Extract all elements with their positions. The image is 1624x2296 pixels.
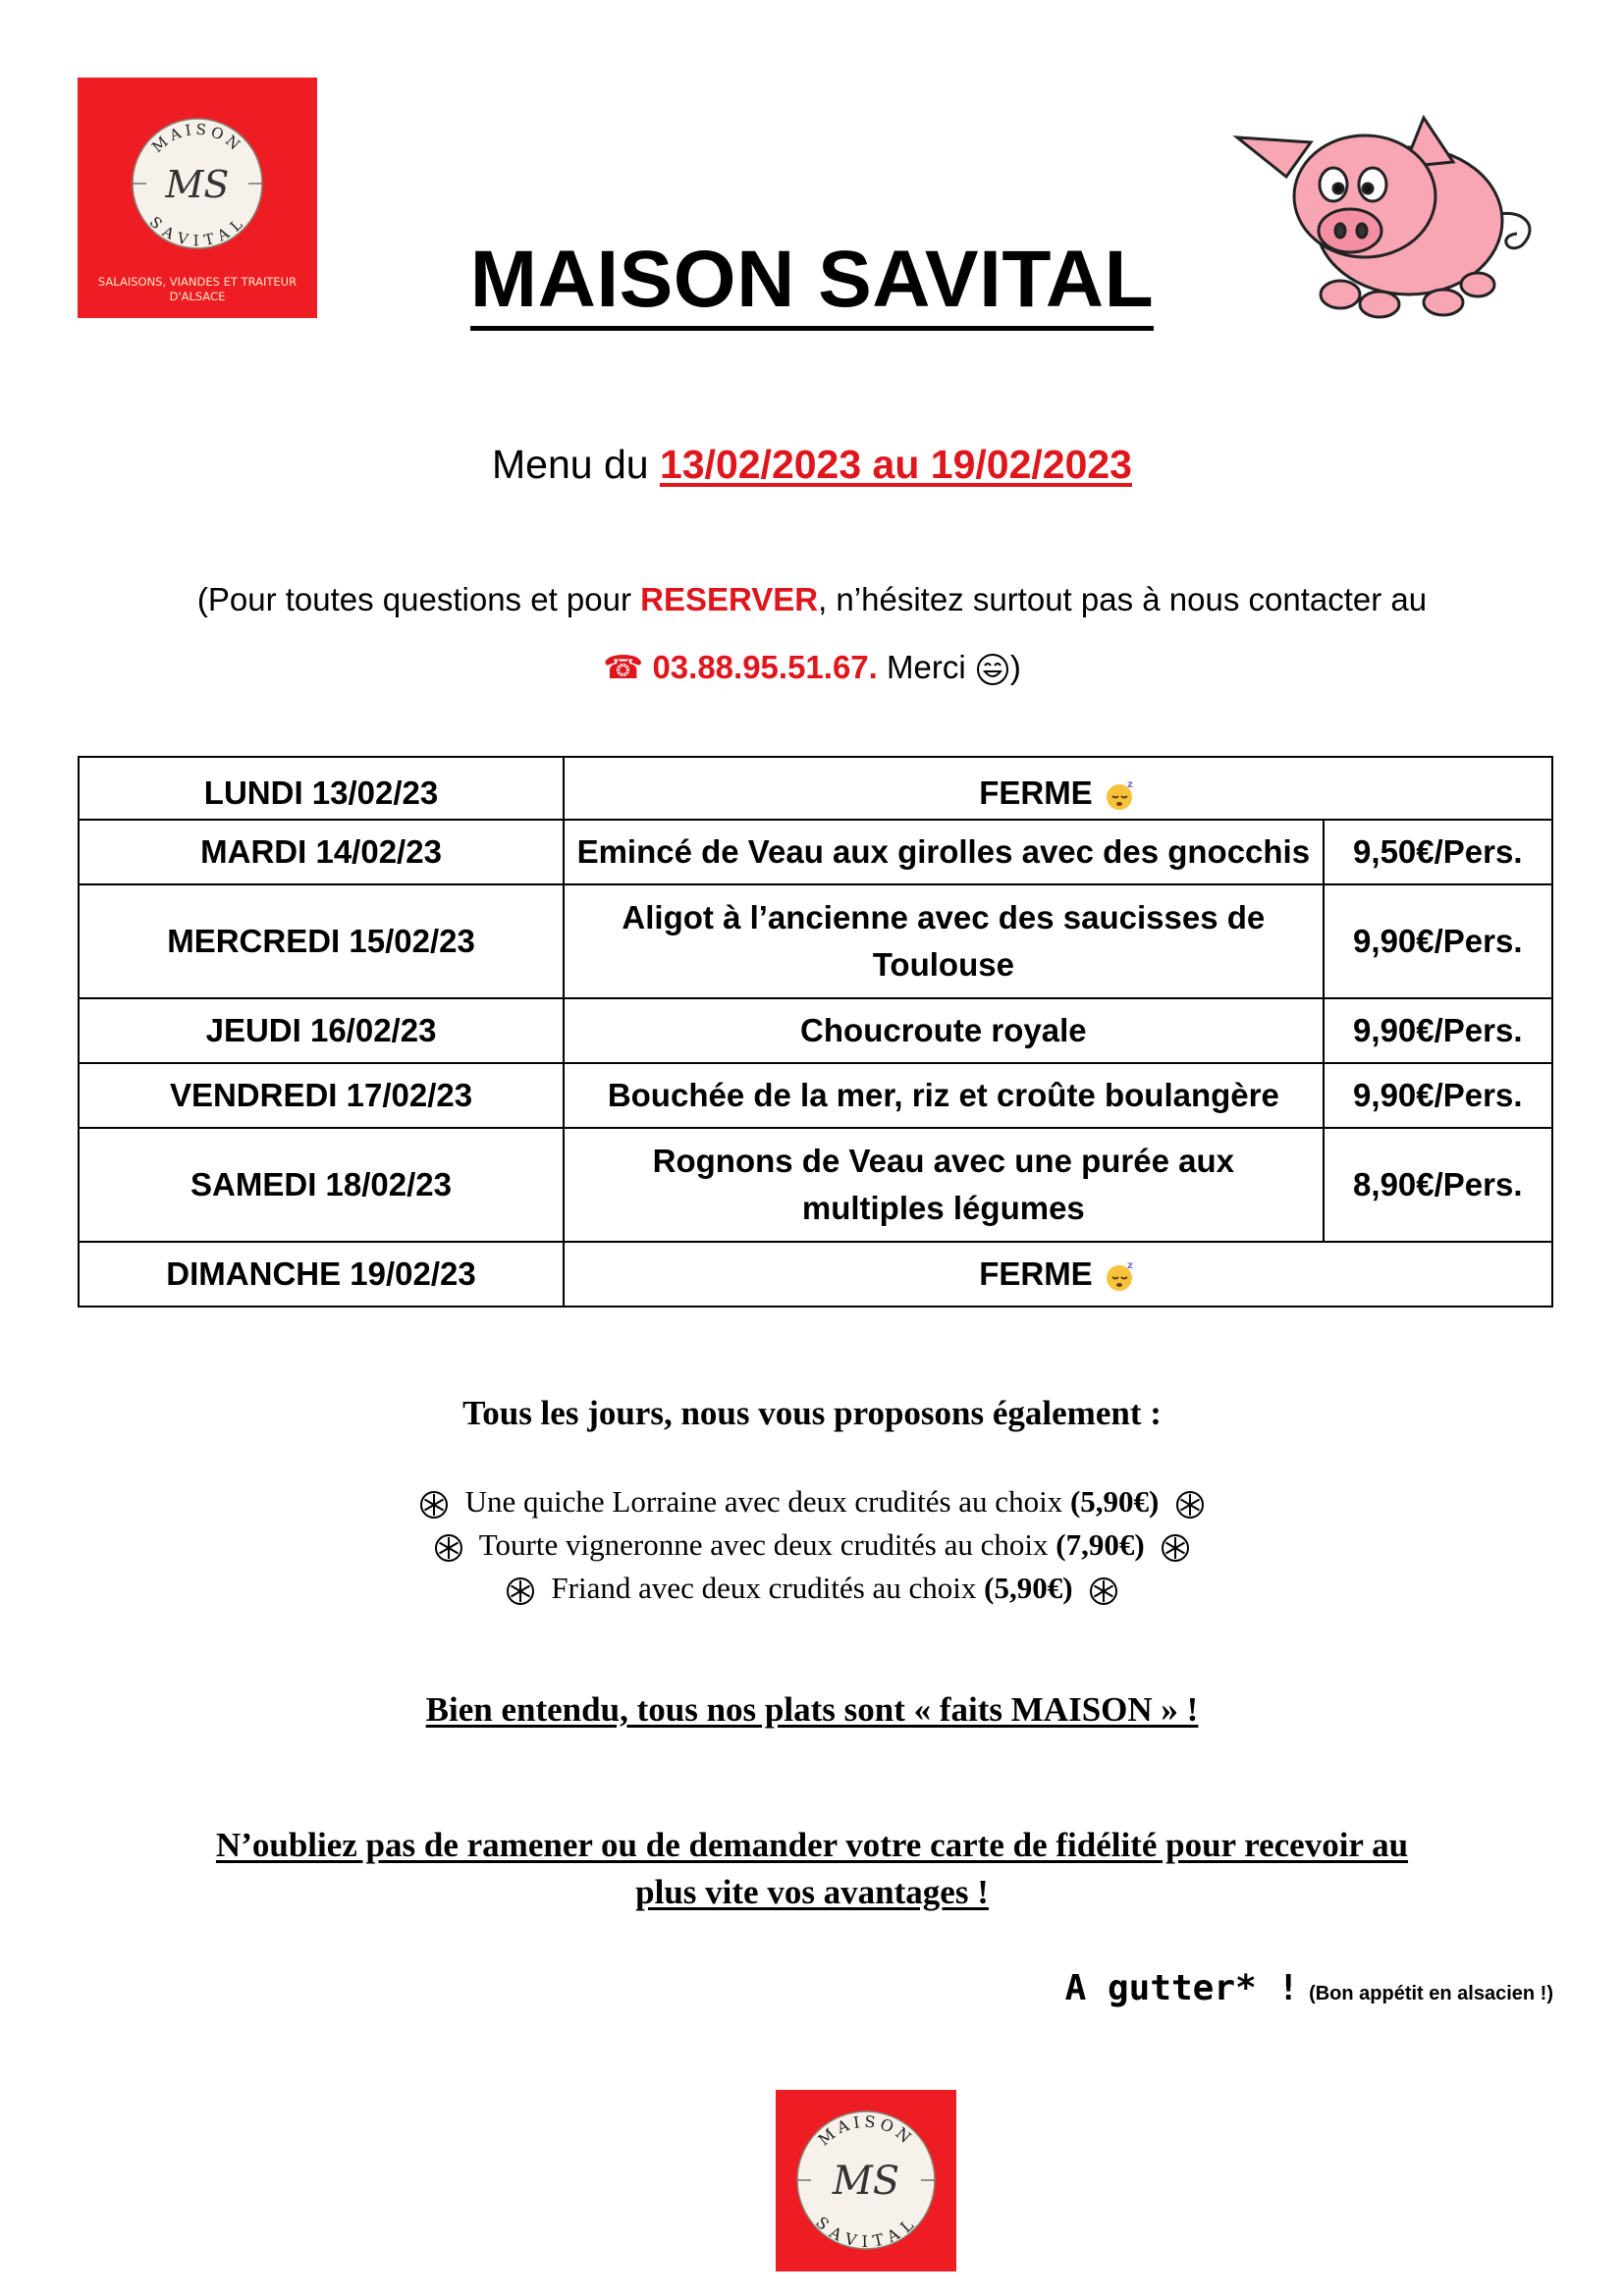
- price-cell: 8,90€/Pers.: [1324, 1128, 1552, 1242]
- day-cell: DIMANCHE 19/02/23: [79, 1242, 564, 1307]
- smiley-icon: [975, 652, 1010, 687]
- logo-top-text: MAISON: [148, 120, 246, 157]
- offer-text: Une quiche Lorraine avec deux crudités au choix: [464, 1484, 1070, 1519]
- svg-text:z: z: [1126, 1260, 1133, 1272]
- maison-savital-logo: [776, 2090, 956, 2271]
- price-cell: 9,90€/Pers.: [1324, 884, 1552, 998]
- day-cell: MARDI 14/02/23: [79, 820, 564, 884]
- price-cell: 9,90€/Pers.: [1324, 1063, 1552, 1128]
- page-title: [0, 234, 1624, 326]
- table-row: [79, 757, 1552, 820]
- closed-label: FERME: [979, 1255, 1093, 1292]
- logo-bottom-text: SAVITAL: [145, 212, 249, 250]
- signoff-note: (Bon appétit en alsacien !): [1309, 1983, 1553, 2004]
- day-cell: LUNDI 13/02/23: [79, 757, 564, 820]
- title-text: MAISON SAVITAL: [470, 235, 1154, 331]
- logo-monogram: MS: [832, 2159, 900, 2204]
- logo-tagline-1: SALAISONS, VIANDES ET TRAITEUR: [97, 275, 298, 289]
- contact-text-b: , n’hésitez surtout pas à nous contacter au: [818, 581, 1428, 617]
- snowflake-icon: [505, 1575, 536, 1607]
- menu-period: [0, 442, 1624, 488]
- snowflake-icon: [418, 1489, 450, 1521]
- snowflake-icon: [1088, 1575, 1119, 1607]
- snowflake-icon: [1174, 1489, 1206, 1521]
- daily-offer-item: [0, 1484, 1624, 1521]
- logo-top-text: MAISON: [814, 2111, 918, 2150]
- offer-price: (7,90€): [1056, 1527, 1145, 1562]
- menu-period-range: 13/02/2023 au 19/02/2023: [659, 442, 1132, 487]
- svg-text:z: z: [1126, 779, 1133, 791]
- reserve-label: RESERVER: [640, 581, 819, 617]
- signoff-main: A gutter* !: [1064, 1968, 1300, 2008]
- logo-tagline-2: D'ALSACE: [169, 290, 226, 303]
- snowflake-icon: [433, 1532, 464, 1564]
- offer-text: Tourte vigneronne avec deux crudités au choix: [478, 1527, 1056, 1562]
- homemade-notice: Bien entendu, tous nos plats sont « faits MAISON » !: [425, 1690, 1199, 1729]
- loyalty-notice: [0, 1822, 1624, 1916]
- day-cell: JEUDI 16/02/23: [79, 998, 564, 1063]
- table-row: [79, 998, 1552, 1063]
- logo-bottom-text: SAVITAL: [812, 2213, 920, 2252]
- contact-line-1: [0, 581, 1624, 618]
- dish-line: multiples légumes: [801, 1190, 1085, 1226]
- day-cell: SAMEDI 18/02/23: [79, 1128, 564, 1242]
- snowflake-icon: [1160, 1532, 1191, 1564]
- offer-price: (5,90€): [1069, 1484, 1160, 1519]
- menu-period-prefix: Menu du: [492, 442, 660, 487]
- dish-line: Toulouse: [872, 946, 1014, 983]
- closed-cell: [564, 1242, 1552, 1307]
- dish-cell: Bouchée de la mer, riz et croûte boulangère: [564, 1063, 1324, 1128]
- sleepy-face-icon: [1102, 777, 1137, 813]
- table-row: [79, 1063, 1552, 1128]
- sleepy-face-icon: [1102, 1258, 1137, 1294]
- table-row: [79, 1242, 1552, 1307]
- table-row: [79, 1128, 1552, 1242]
- table-row: [79, 884, 1552, 998]
- daily-offer-item: [0, 1527, 1624, 1564]
- phone-number: 03.88.95.51.67.: [652, 649, 878, 685]
- day-cell: MERCREDI 15/02/23: [79, 884, 564, 998]
- weekly-menu-table: [78, 756, 1553, 1308]
- contact-close: ): [1009, 649, 1021, 685]
- daily-offer-item: [0, 1571, 1624, 1607]
- logo-bottom: [776, 2090, 956, 2271]
- dish-cell: [564, 884, 1324, 998]
- price-cell: 9,90€/Pers.: [1324, 998, 1552, 1063]
- closed-label: FERME: [979, 774, 1093, 811]
- table-row: [79, 820, 1552, 884]
- dish-line: Aligot à l’ancienne avec des saucisses de: [622, 899, 1266, 935]
- telephone-icon: ☎: [603, 649, 644, 685]
- loyalty-line-2: plus vite vos avantages !: [635, 1873, 989, 1911]
- thanks-text: Merci: [877, 649, 975, 685]
- price-cell: 9,50€/Pers.: [1324, 820, 1552, 884]
- dish-line: Rognons de Veau avec une purée aux: [652, 1143, 1234, 1179]
- dish-cell: Emincé de Veau aux girolles avec des gnocchis: [564, 820, 1324, 884]
- offer-text: Friand avec deux crudités au choix: [551, 1571, 985, 1605]
- logo-monogram: MS: [165, 163, 230, 206]
- offer-price: (5,90€): [984, 1571, 1073, 1605]
- loyalty-line-1: N’oubliez pas de ramener ou de demander votre carte de fidélité pour recevoir au: [215, 1826, 1409, 1864]
- dish-cell: Choucroute royale: [564, 998, 1324, 1063]
- closed-cell: [564, 757, 1552, 820]
- daily-offers-heading: Tous les jours, nous vous proposons également :: [462, 1394, 1162, 1432]
- signoff: [1065, 1968, 1553, 2008]
- contact-text-a: (Pour toutes questions et pour: [196, 581, 641, 617]
- contact-line-2: [0, 648, 1624, 687]
- day-cell: VENDREDI 17/02/23: [79, 1063, 564, 1128]
- dish-cell: [564, 1128, 1324, 1242]
